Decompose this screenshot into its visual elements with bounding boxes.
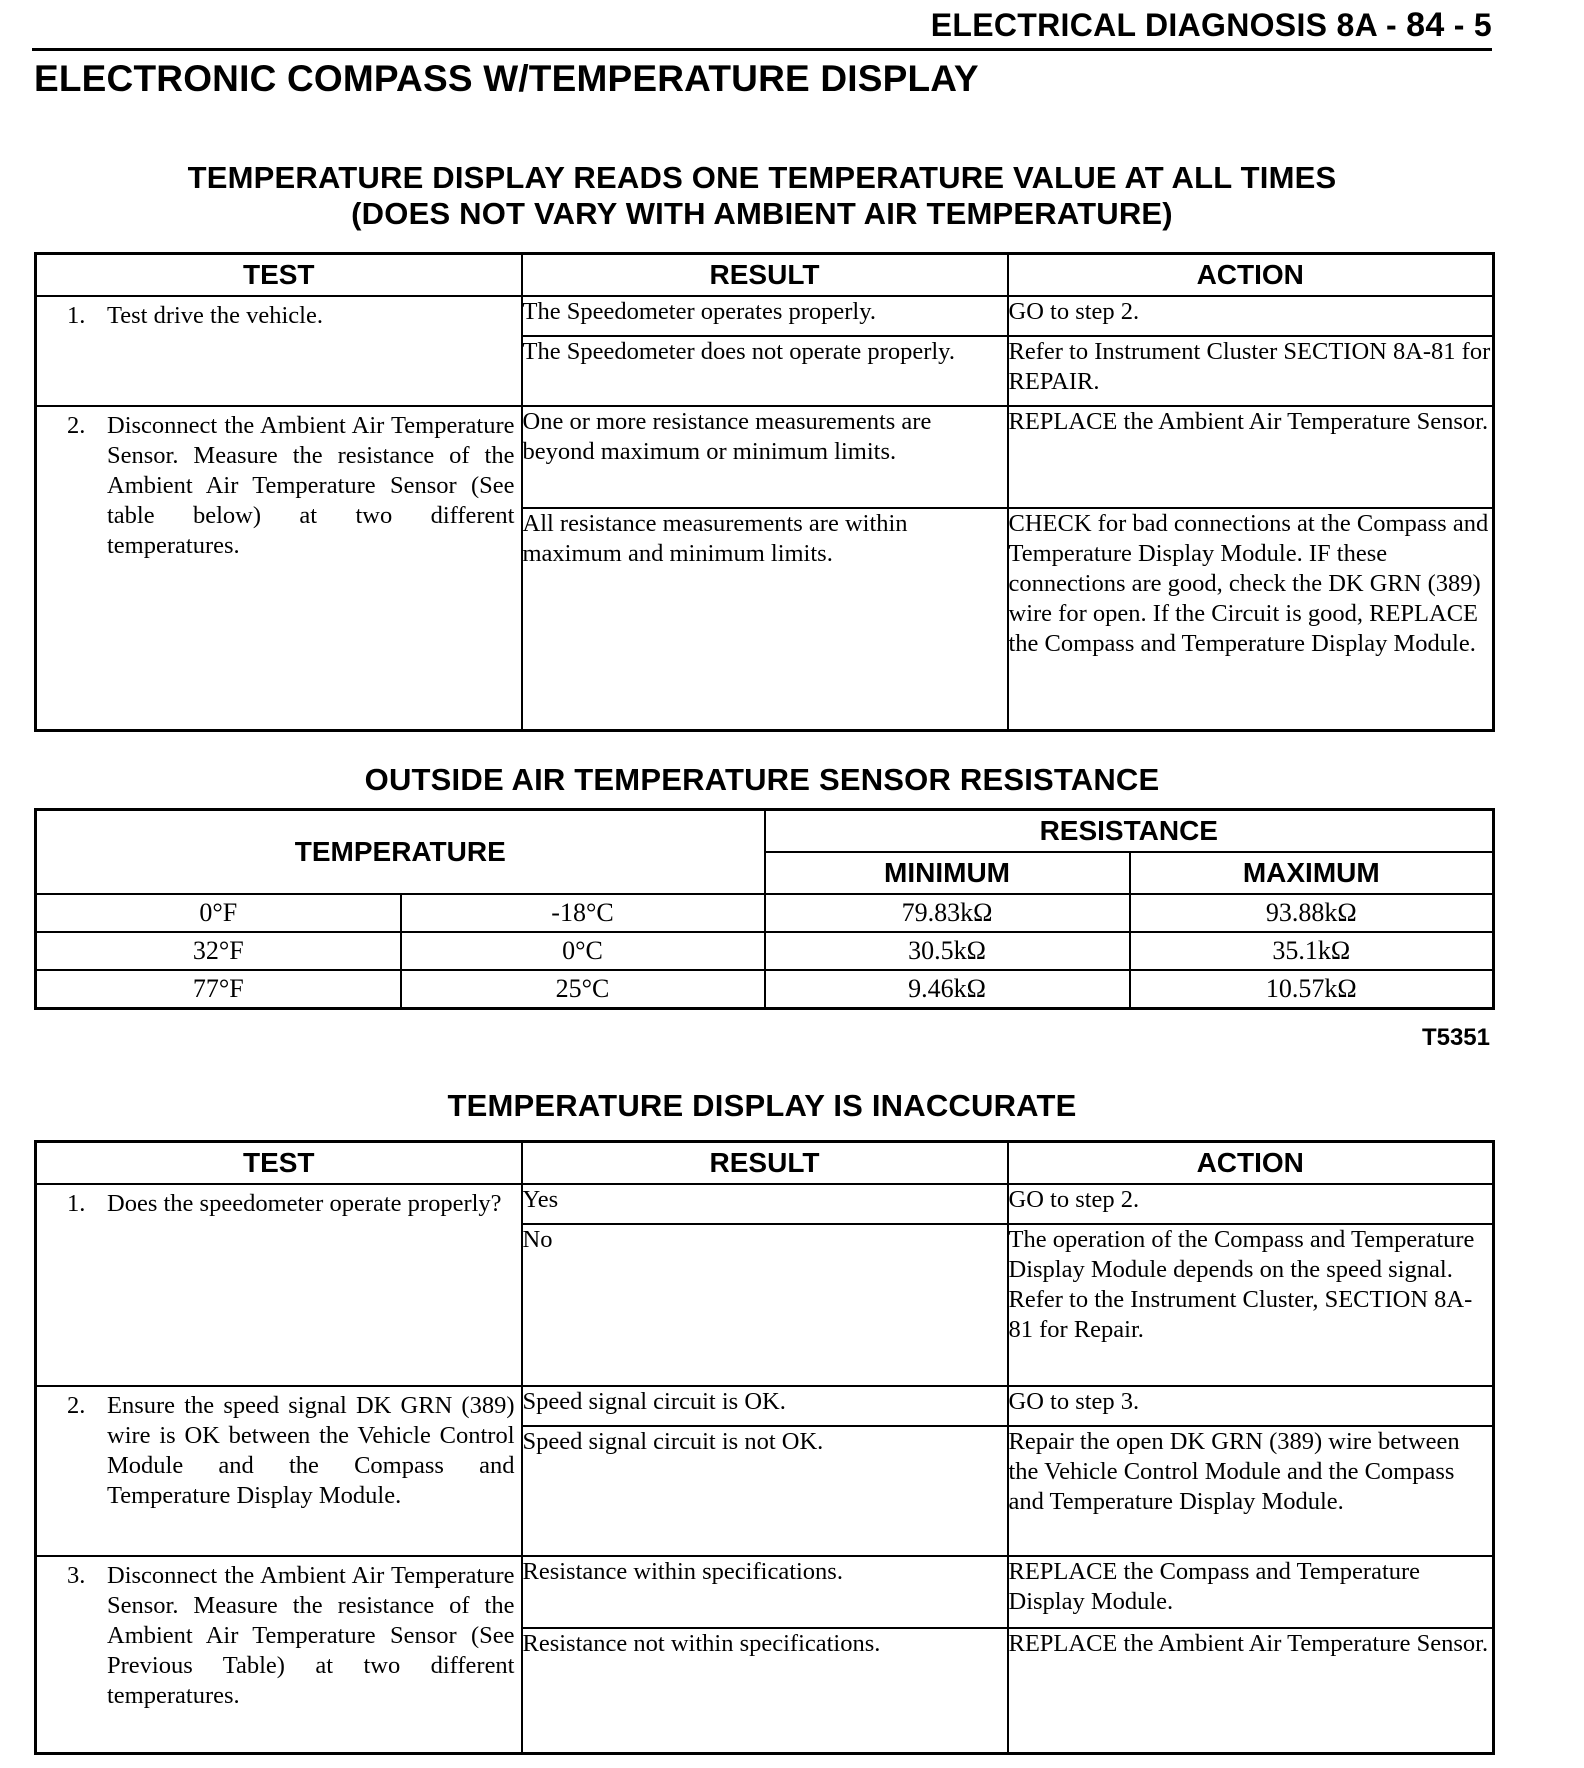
result-cell: Resistance not within specifications. <box>522 1628 1008 1753</box>
action-cell: REPLACE the Ambient Air Temperature Sensor. <box>1008 406 1494 508</box>
step-number: 2. <box>67 412 86 439</box>
test-description: Disconnect the Ambient Air Temperature Sensor. Measure the resistance of the Ambient Air Temperature Sensor (See Previous Table) at two different temperatures. <box>107 1562 515 1709</box>
test-description: Ensure the speed signal DK GRN (389) wire is OK between the Vehicle Control Module and the Compass and Temperature Display Module. <box>107 1392 515 1509</box>
action-cell: Refer to Instrument Cluster SECTION 8A-81 for REPAIR. <box>1008 336 1494 406</box>
table-row <box>36 894 1494 932</box>
resistance-max: 10.57kΩ <box>1130 970 1494 1009</box>
table-row <box>36 970 1494 1009</box>
result-cell: Yes <box>522 1184 1008 1224</box>
action-cell: REPLACE the Ambient Air Temperature Sensor. <box>1008 1628 1494 1753</box>
table2-title: TEMPERATURE DISPLAY IS INACCURATE <box>447 1088 1077 1123</box>
result-cell: Speed signal circuit is not OK. <box>522 1426 1008 1556</box>
action-cell: The operation of the Compass and Temperature Display Module depends on the speed signal. Refer to the Instrument Cluster, SECTION 8A-81 for Repair. <box>1008 1224 1494 1386</box>
section-title: ELECTRONIC COMPASS W/TEMPERATURE DISPLAY <box>34 58 979 99</box>
resistance-min: 30.5kΩ <box>765 932 1130 970</box>
temp-fahrenheit: 0°F <box>36 894 401 932</box>
test-cell <box>36 1556 522 1753</box>
column-header-temperature: TEMPERATURE <box>36 810 765 895</box>
test-cell <box>36 1386 522 1556</box>
diagnostic-table-1 <box>34 252 1495 732</box>
temp-celsius: 0°C <box>401 932 765 970</box>
table-row <box>36 932 1494 970</box>
column-header-test: TEST <box>36 1142 522 1185</box>
test-cell <box>36 296 522 406</box>
column-header-maximum: MAXIMUM <box>1130 852 1494 894</box>
column-header-result: RESULT <box>522 1142 1008 1185</box>
step-number: 3. <box>67 1562 86 1589</box>
action-cell: GO to step 3. <box>1008 1386 1494 1426</box>
test-cell <box>36 406 522 730</box>
table1-title <box>32 160 1492 232</box>
temp-celsius: 25°C <box>401 970 765 1009</box>
action-cell: CHECK for bad connections at the Compass and Temperature Display Module. IF these connections are good, check the DK GRN (389) wire for open. If the Circuit is good, REPLACE the Compass and Temperature Display Module. <box>1008 508 1494 730</box>
table-row <box>36 1184 1494 1224</box>
table-row <box>36 1386 1494 1426</box>
page-header-text <box>931 6 1492 45</box>
test-description: Test drive the vehicle. <box>107 302 323 329</box>
temp-celsius: -18°C <box>401 894 765 932</box>
temp-fahrenheit: 32°F <box>36 932 401 970</box>
table1-title-line2: (DOES NOT VARY WITH AMBIENT AIR TEMPERATURE) <box>351 196 1173 231</box>
result-cell: The Speedometer does not operate properly. <box>522 336 1008 406</box>
resistance-max: 93.88kΩ <box>1130 894 1494 932</box>
action-cell: GO to step 2. <box>1008 296 1494 336</box>
page-number: 84 <box>1406 6 1445 44</box>
resistance-max: 35.1kΩ <box>1130 932 1494 970</box>
column-header-minimum: MINIMUM <box>765 852 1130 894</box>
action-cell: REPLACE the Compass and Temperature Display Module. <box>1008 1556 1494 1628</box>
step-number: 2. <box>67 1392 86 1419</box>
page-header <box>32 4 1492 51</box>
temp-fahrenheit: 77°F <box>36 970 401 1009</box>
diagnostic-table-2 <box>34 1140 1495 1755</box>
column-header-action: ACTION <box>1008 254 1494 297</box>
action-cell: Repair the open DK GRN (389) wire between the Vehicle Control Module and the Compass and Temperature Display Module. <box>1008 1426 1494 1556</box>
test-description: Does the speedometer operate properly? <box>107 1190 502 1217</box>
step-number: 1. <box>67 1190 86 1217</box>
result-cell: Speed signal circuit is OK. <box>522 1386 1008 1426</box>
table-code: T5351 <box>1421 1024 1490 1051</box>
column-header-resistance: RESISTANCE <box>765 810 1494 853</box>
column-header-action: ACTION <box>1008 1142 1494 1185</box>
table-row <box>36 296 1494 336</box>
result-cell: The Speedometer operates properly. <box>522 296 1008 336</box>
page-suffix: - 5 <box>1444 7 1492 43</box>
test-description: Disconnect the Ambient Air Temperature Sensor. Measure the resistance of the Ambient Air Temperature Sensor (See table below) at two different temperatures. <box>107 412 515 559</box>
table1-title-line1: TEMPERATURE DISPLAY READS ONE TEMPERATURE VALUE AT ALL TIMES <box>187 160 1337 195</box>
resistance-min: 79.83kΩ <box>765 894 1130 932</box>
result-cell: Resistance within specifications. <box>522 1556 1008 1628</box>
result-cell: One or more resistance measurements are beyond maximum or minimum limits. <box>522 406 1008 508</box>
action-cell: GO to step 2. <box>1008 1184 1494 1224</box>
resistance-table-title: OUTSIDE AIR TEMPERATURE SENSOR RESISTANCE <box>364 762 1160 797</box>
step-number: 1. <box>67 302 86 329</box>
resistance-table <box>34 808 1495 1010</box>
table-row <box>36 406 1494 508</box>
section-reference: ELECTRICAL DIAGNOSIS 8A - <box>930 7 1407 43</box>
column-header-test: TEST <box>36 254 522 297</box>
test-cell <box>36 1184 522 1386</box>
result-cell: No <box>522 1224 1008 1386</box>
resistance-min: 9.46kΩ <box>765 970 1130 1009</box>
result-cell: All resistance measurements are within maximum and minimum limits. <box>522 508 1008 730</box>
table-row <box>36 1556 1494 1628</box>
column-header-result: RESULT <box>522 254 1008 297</box>
